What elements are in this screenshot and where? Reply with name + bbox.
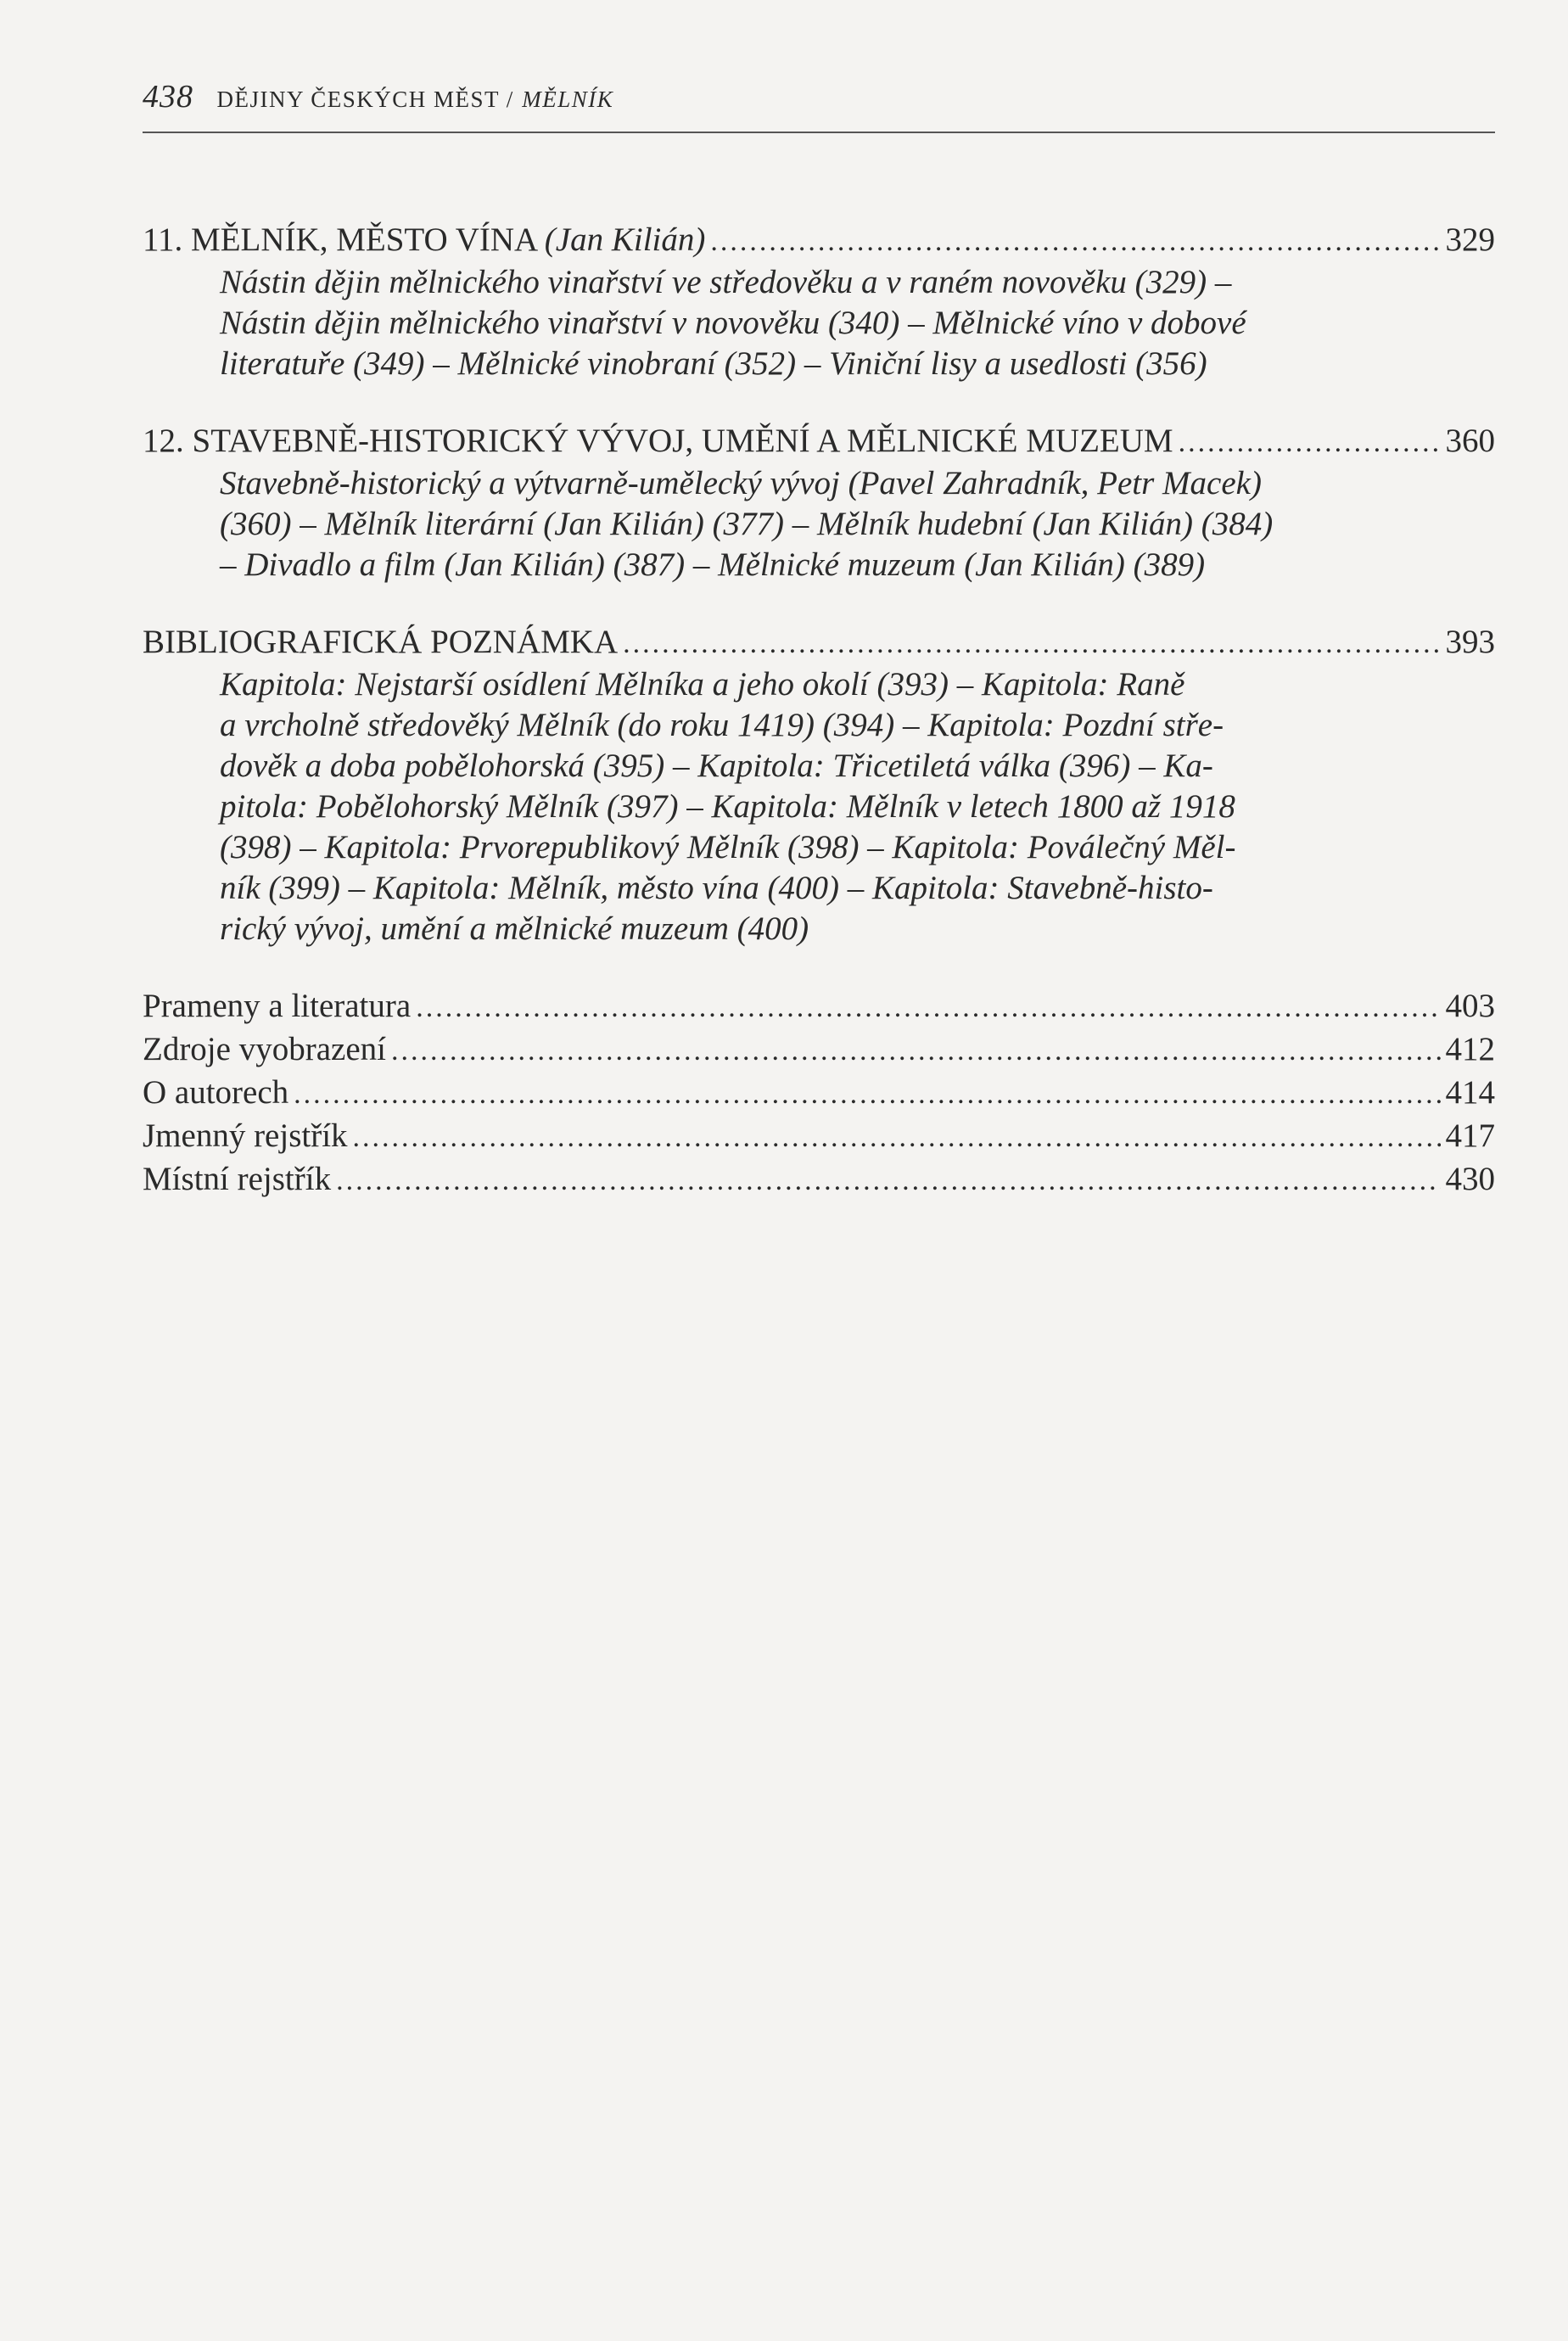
dot-leader	[710, 221, 1440, 262]
header-rule	[143, 132, 1495, 133]
dot-leader	[391, 1030, 1441, 1072]
toc-entry	[143, 1028, 1495, 1072]
book-title: DĚJINY ČESKÝCH MĚST /	[216, 87, 514, 112]
toc-entry-page: 360	[1445, 423, 1495, 459]
toc-entry	[143, 1158, 1495, 1201]
toc-entry-chapter-12	[143, 420, 1495, 585]
toc-entry	[143, 1072, 1495, 1115]
toc-entry-description: Nástin dějin mělnického vinařství ve středověku a v raném novověku (329) – Nástin dějin mělnického vinařství v novověku (340) – Mělnické víno v dobové literatuře (349) – Mělnické vinobraní (352) – Viniční lisy a usedlosti (356)	[220, 264, 1246, 382]
page-number: 438	[143, 79, 193, 115]
toc-entry-description: Kapitola: Nejstarší osídlení Mělníka a jeho okolí (393) – Kapitola: Raně a vrcholně středověký Mělník (do roku 1419) (394) – Kapitola: Pozdní stře- dověk a doba pobělohorská (395) – Kapitola: Třicetiletá válka (396) – Ka- pitola: Pobělohorský Mělník (397) – Kapitola: Mělník v letech 1800 až 1918 (398) – Kapitola: Prvorepublikový Mělník (398) – Kapitola: Poválečný Měl- ník (399) – Kapitola: Mělník, město vína (400) – Kapitola: Stavebně-histo- rický vývoj, umění a mělnické muzeum (400)	[220, 666, 1236, 947]
toc-entry-title: O autorech	[143, 1074, 289, 1111]
toc-entry-bibliography	[143, 621, 1495, 949]
toc-entry-page: 393	[1445, 624, 1495, 660]
toc-entry-chapter-11	[143, 219, 1495, 384]
dot-leader	[336, 1160, 1440, 1201]
toc-entry-page: 403	[1445, 988, 1495, 1024]
toc-entry-page: 417	[1445, 1117, 1495, 1154]
dot-leader	[353, 1117, 1441, 1158]
running-head	[143, 78, 613, 115]
dot-leader	[294, 1073, 1440, 1115]
dot-leader	[1179, 422, 1441, 463]
toc-entry-title: Prameny a literatura	[143, 988, 412, 1024]
toc-entry-page: 414	[1445, 1074, 1495, 1111]
table-of-contents	[143, 219, 1495, 1201]
toc-entry-title: Jmenný rejstřík	[143, 1117, 348, 1154]
toc-entry-page: 412	[1445, 1031, 1495, 1067]
toc-entry-title: 11. MĚLNÍK, MĚSTO VÍNA (Jan Kilián)	[143, 221, 706, 258]
toc-back-matter	[143, 985, 1495, 1201]
book-place: MĚLNÍK	[522, 87, 614, 112]
toc-entry	[143, 985, 1495, 1028]
toc-entry-page: 430	[1445, 1161, 1495, 1197]
toc-entry-title: BIBLIOGRAFICKÁ POZNÁMKA	[143, 624, 619, 660]
dot-leader	[416, 987, 1440, 1028]
toc-entry-title: 12. STAVEBNĚ-HISTORICKÝ VÝVOJ, UMĚNÍ A MĚLNICKÉ MUZEUM	[143, 423, 1173, 459]
toc-entry-title: Zdroje vyobrazení	[143, 1031, 386, 1067]
toc-entry	[143, 1115, 1495, 1158]
dot-leader	[623, 623, 1440, 664]
toc-entry-page: 329	[1445, 221, 1495, 258]
toc-entry-title: Místní rejstřík	[143, 1161, 332, 1197]
toc-entry-description: Stavebně-historický a výtvarně-umělecký vývoj (Pavel Zahradník, Petr Macek) (360) – Mělník literární (Jan Kilián) (377) – Mělník hudební (Jan Kilián) (384) – Divadlo a film (Jan Kilián) (387) – Mělnické muzeum (Jan Kilián) (389)	[220, 465, 1274, 583]
